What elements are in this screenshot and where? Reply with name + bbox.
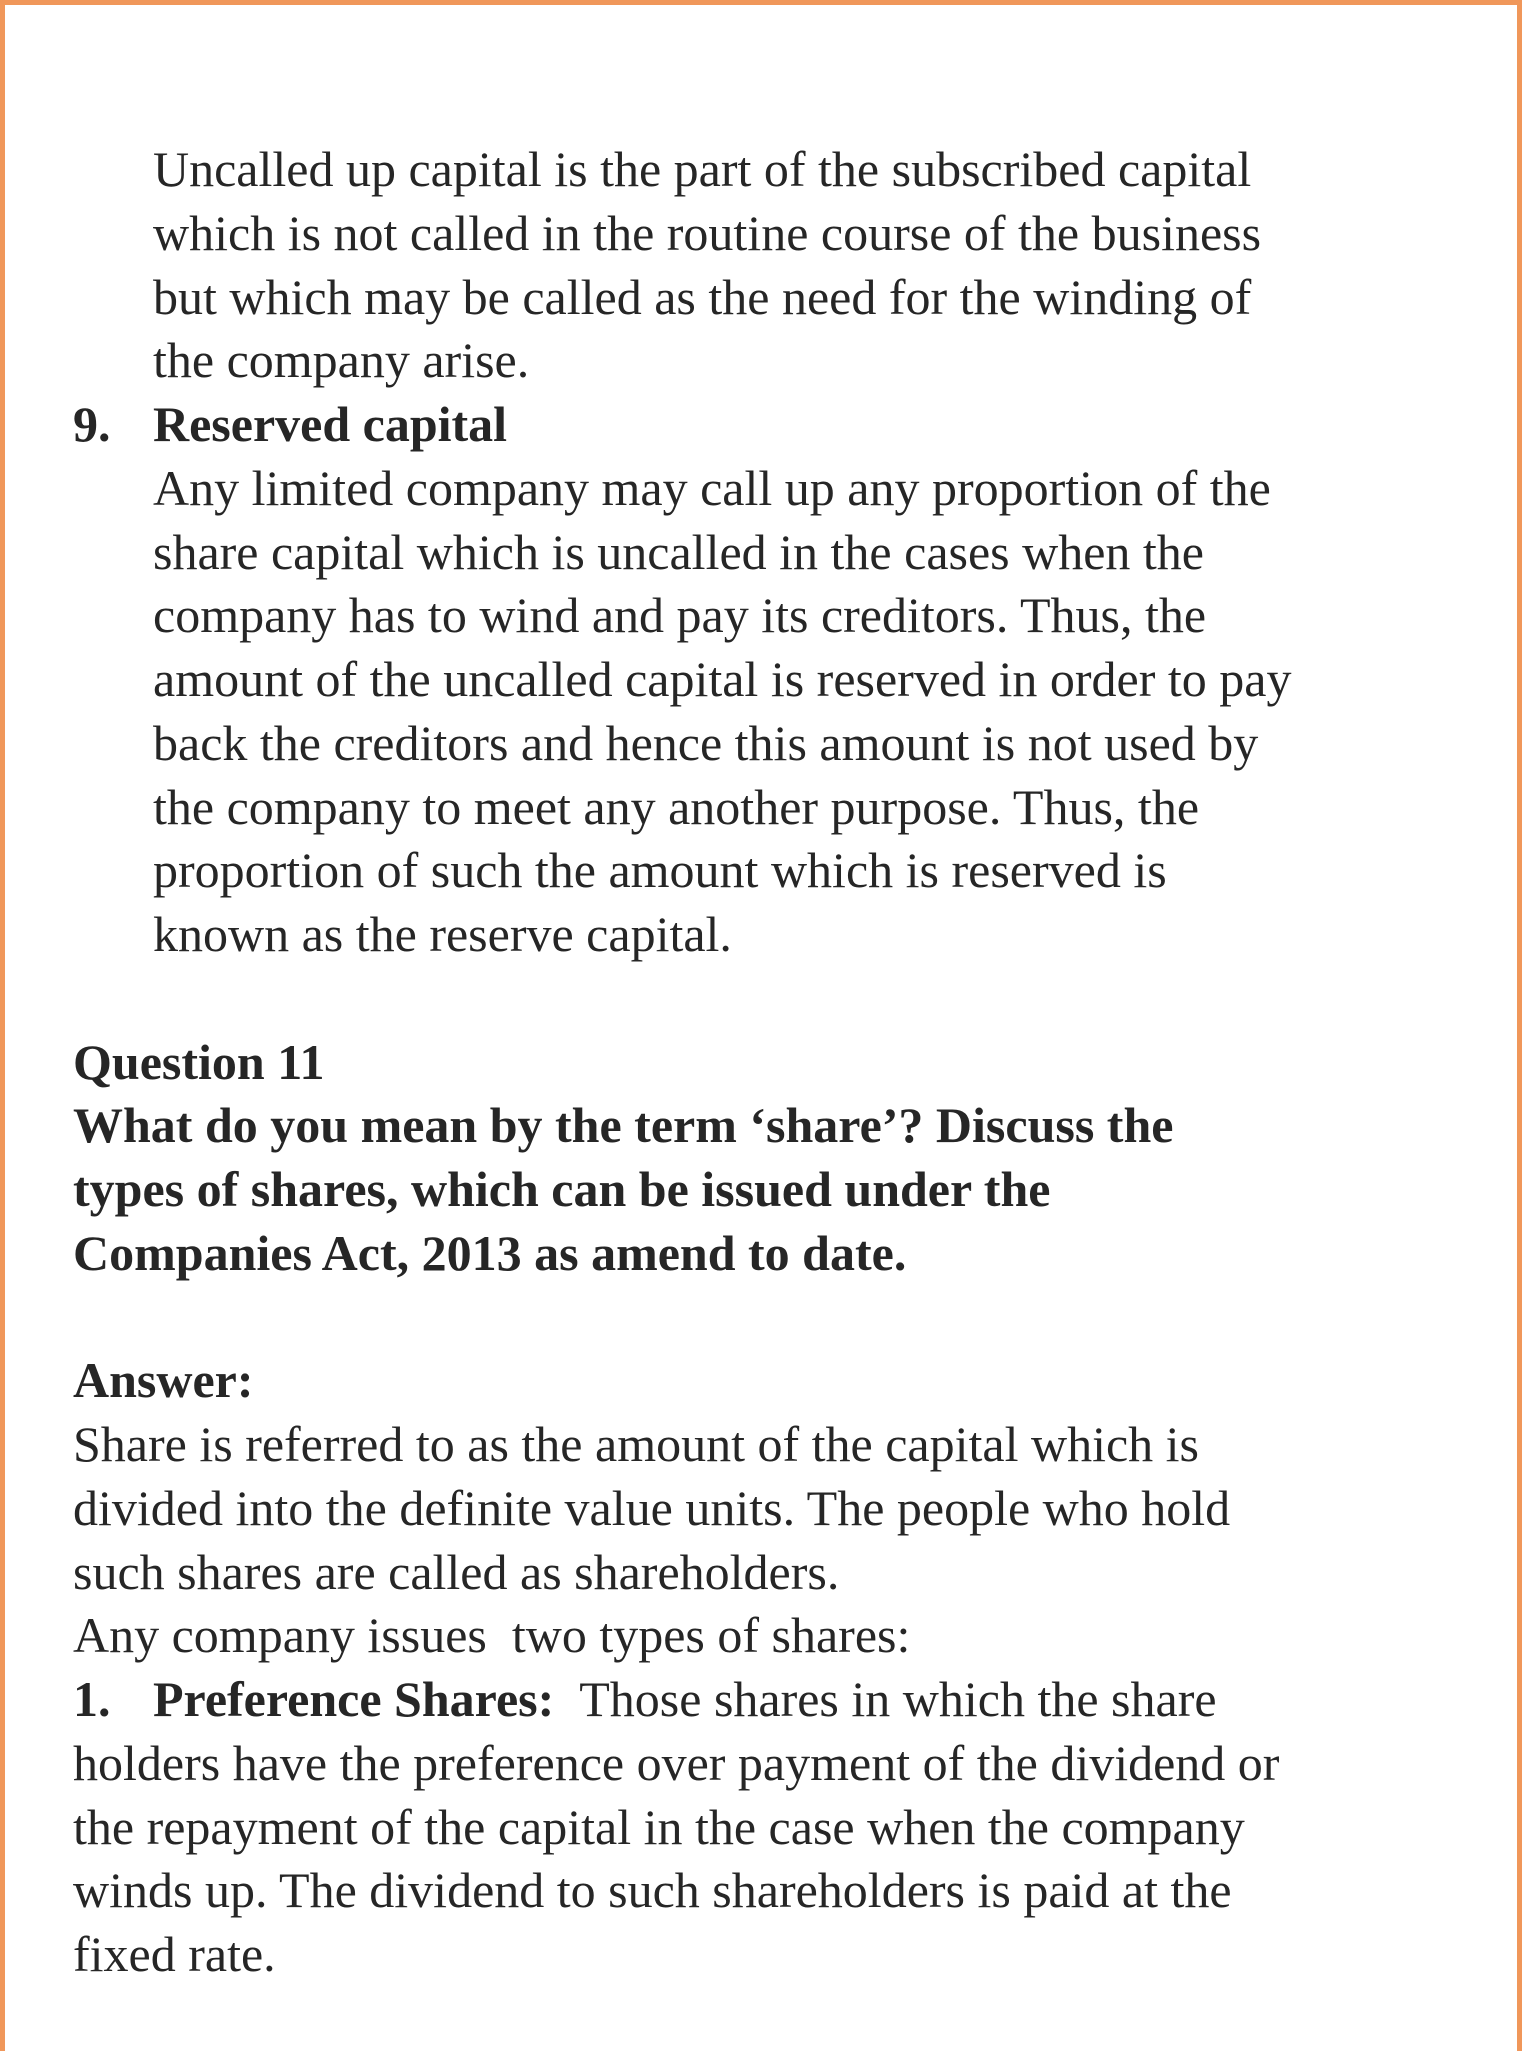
question-title: Question 11	[73, 1033, 325, 1090]
text-line: back the creditors and hence this amount is not used by	[153, 714, 1259, 771]
text-line: divided into the definite value units. The people who hold	[73, 1479, 1231, 1536]
item-title: Reserved capital	[153, 396, 508, 452]
question-line: Companies Act, 2013 as amend to date.	[73, 1224, 907, 1281]
text-line: the company to meet any another purpose. Thus, the	[153, 778, 1200, 835]
item-title: Preference Shares:	[153, 1671, 555, 1727]
question-block	[0, 1031, 1522, 1286]
text-line: the company arise.	[153, 332, 530, 389]
item-heading	[0, 393, 1522, 457]
item-text: Those shares in which the share	[579, 1671, 1217, 1727]
preference-shares-item	[0, 1668, 1522, 1732]
text-line: winds up. The dividend to such shareholders is paid at the	[73, 1862, 1232, 1919]
text-line: share capital which is uncalled in the cases when the	[153, 523, 1205, 580]
question-line: What do you mean by the term ‘share’? Discuss the	[73, 1097, 1174, 1154]
item-number: 9.	[73, 396, 111, 452]
text-line: Uncalled up capital is the part of the subscribed capital	[153, 141, 1252, 197]
text-line: Any company issues two types of shares:	[73, 1607, 911, 1664]
answer-block	[0, 1349, 1522, 1987]
text-line: fixed rate.	[73, 1926, 276, 1982]
text-line: amount of the uncalled capital is reserved in order to pay	[153, 651, 1292, 707]
document-page	[0, 138, 1522, 1987]
text-line: but which may be called as the need for the winding of	[153, 268, 1252, 325]
text-line: which is not called in the routine course of the business	[153, 204, 1262, 261]
text-line: Share is referred to as the amount of the capital which is	[73, 1416, 1200, 1472]
reserved-capital-item	[0, 393, 1522, 967]
item-number: 1.	[73, 1671, 111, 1727]
text-line: holders have the preference over payment of the dividend or	[73, 1734, 1280, 1791]
text-line: proportion of such the amount which is reserved is	[153, 842, 1167, 899]
text-line: company has to wind and pay its creditors. Thus, the	[153, 587, 1207, 644]
answer-label: Answer:	[73, 1352, 254, 1409]
text-line: known as the reserve capital.	[153, 906, 732, 962]
uncalled-capital-paragraph	[0, 138, 1522, 393]
question-line: types of shares, which can be issued under the	[73, 1161, 1051, 1217]
text-line: such shares are called as shareholders.	[73, 1543, 840, 1600]
text-line: the repayment of the capital in the case when the company	[73, 1798, 1245, 1855]
text-line: Any limited company may call up any proportion of the	[153, 459, 1271, 516]
